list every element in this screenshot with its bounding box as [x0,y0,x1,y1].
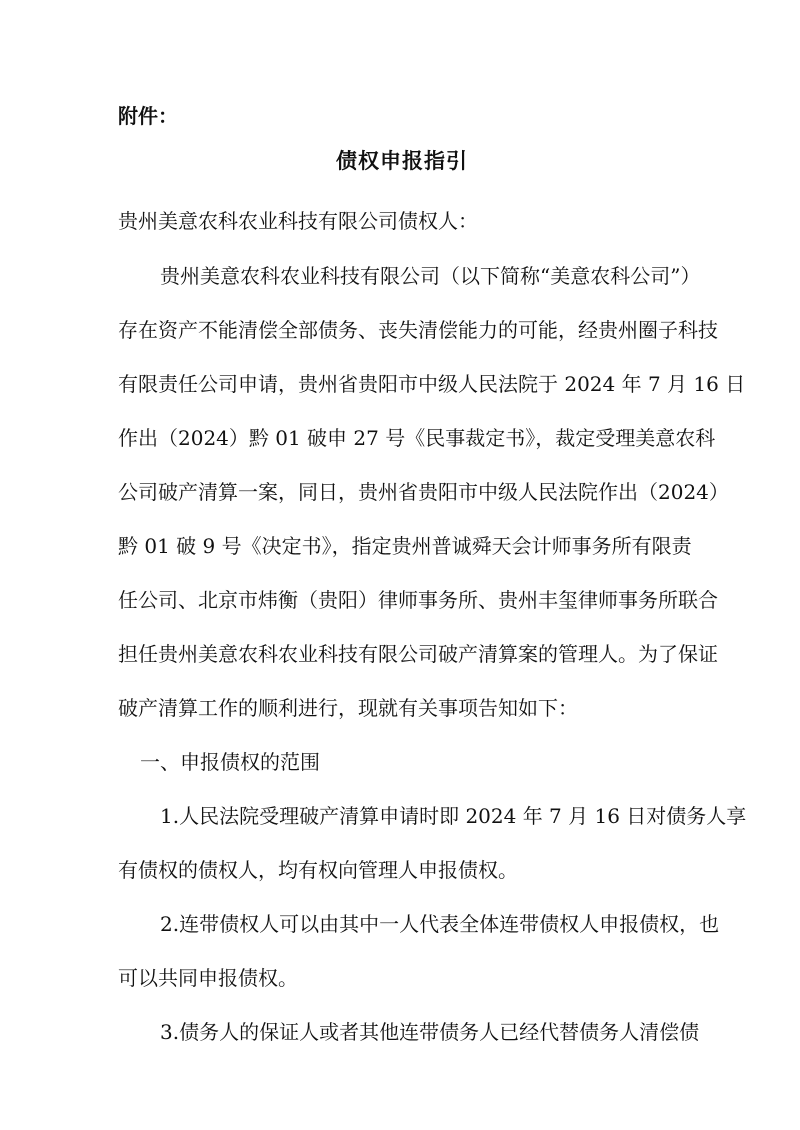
intro-line: 作出（2024）黔 01 破申 27 号《民事裁定书》，裁定受理美意农科 [118,426,716,450]
item-2-line: 可以共同申报债权。 [118,966,298,990]
item-3-line: 3.债务人的保证人或者其他连带债务人已经代替债务人清偿债 [160,1020,700,1044]
item-1-line: 有债权的债权人，均有权向管理人申报债权。 [118,858,518,882]
item-2-line: 2.连带债权人可以由其中一人代表全体连带债权人申报债权，也 [160,912,720,936]
intro-line: 贵州美意农科农业科技有限公司（以下简称“美意农科公司”） [160,264,701,288]
intro-line: 担任贵州美意农科农业科技有限公司破产清算案的管理人。为了保证 [118,642,718,666]
intro-line: 黔 01 破 9 号《决定书》，指定贵州普诚舜天会计师事务所有限责 [118,534,692,558]
section-heading: 一、申报债权的范围 [140,750,320,774]
item-1-line: 1.人民法院受理破产清算申请时即 2024 年 7 月 16 日对债务人享 [160,804,747,828]
document-title: 债权申报指引 [336,148,468,173]
salutation: 贵州美意农科农业科技有限公司债权人： [118,209,478,233]
intro-line: 破产清算工作的顺利进行，现就有关事项告知如下： [118,696,578,720]
intro-line: 存在资产不能清偿全部债务、丧失清偿能力的可能，经贵州圈子科技 [118,318,718,342]
intro-line: 有限责任公司申请，贵州省贵阳市中级人民法院于 2024 年 7 月 16 日 [118,372,746,396]
intro-line: 公司破产清算一案，同日，贵州省贵阳市中级人民法院作出（2024） [118,480,729,504]
attachment-label: 附件： [118,104,178,128]
intro-line: 任公司、北京市炜衡（贵阳）律师事务所、贵州丰玺律师事务所联合 [118,588,718,612]
